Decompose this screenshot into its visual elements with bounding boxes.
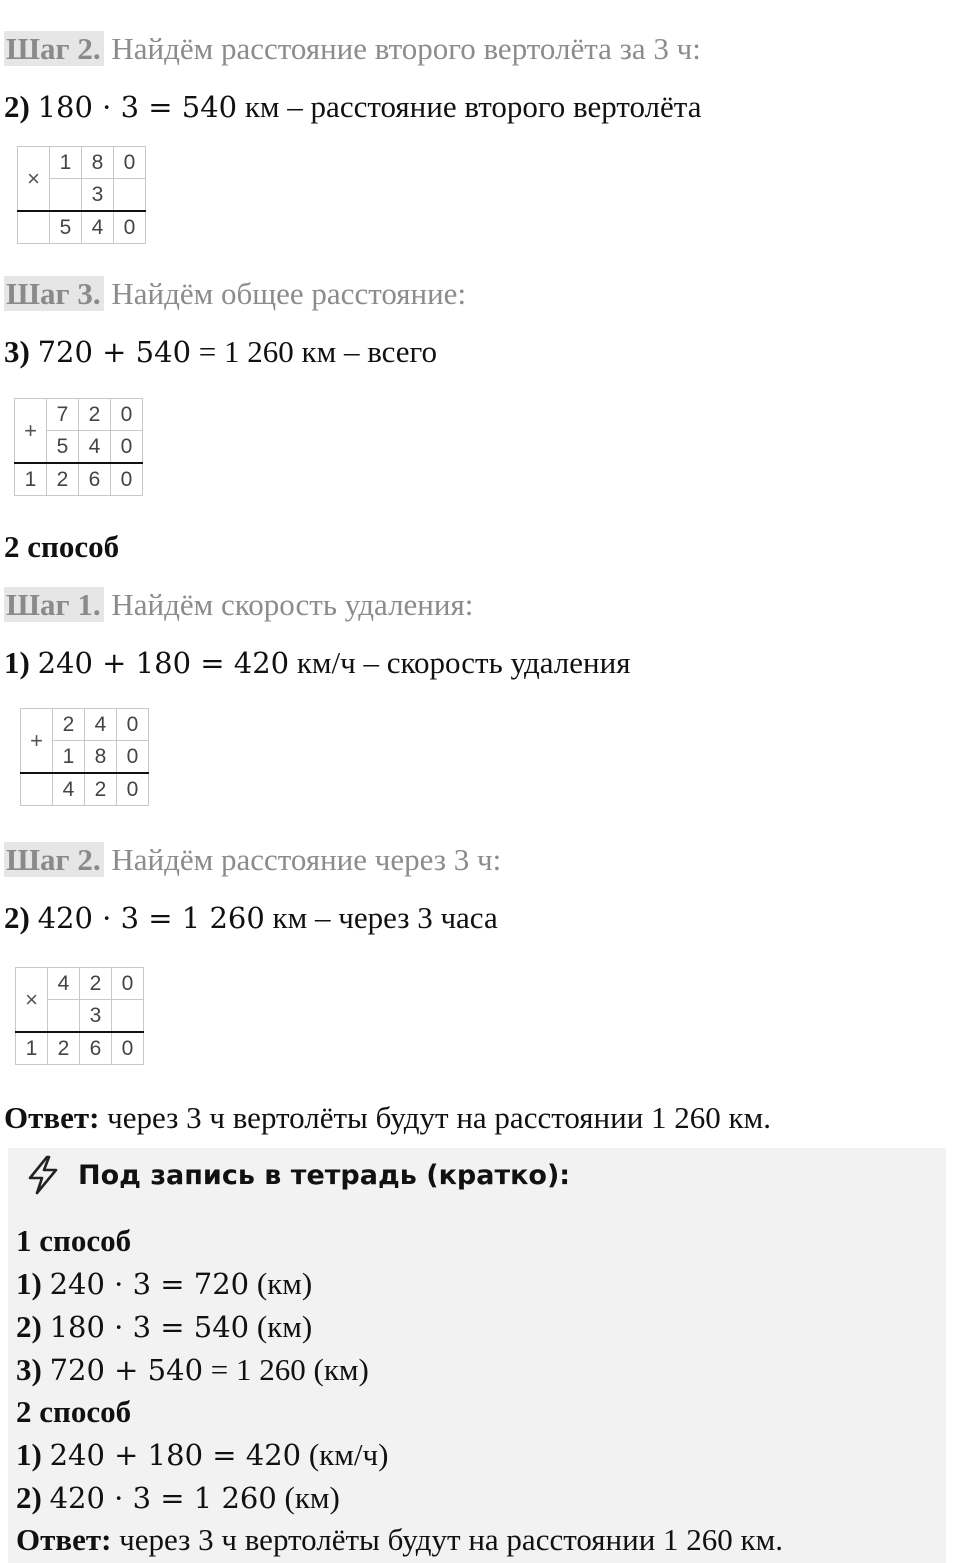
answer-text: через 3 ч вертолёты будут на расстоянии 1 260 км. bbox=[99, 1100, 771, 1135]
addition-grid bbox=[14, 398, 143, 496]
grid-cell: 0 bbox=[112, 968, 144, 1000]
method-2-heading: 2 способ bbox=[4, 529, 120, 564]
grid-cell bbox=[112, 1000, 144, 1033]
grid-cell: 3 bbox=[82, 179, 114, 212]
grid-cell: 2 bbox=[48, 1032, 80, 1065]
equation-line bbox=[4, 898, 498, 938]
note-line bbox=[16, 1308, 312, 1346]
line-unit: (км/ч) bbox=[301, 1437, 389, 1472]
grid-cell: 2 bbox=[53, 709, 85, 741]
line-expression: 240 + 180 = 420 bbox=[49, 1438, 302, 1472]
operator-cell: × bbox=[18, 147, 50, 212]
grid-cell: 4 bbox=[79, 431, 111, 464]
grid-cell: 2 bbox=[85, 773, 117, 806]
grid-cell: 7 bbox=[47, 399, 79, 431]
line-expression: 420 · 3 = 1 260 bbox=[49, 1481, 277, 1515]
method-2-heading: 2 способ bbox=[16, 1394, 132, 1429]
grid-cell: 2 bbox=[79, 399, 111, 431]
step-label: Шаг 2. bbox=[4, 842, 104, 877]
grid-cell: 0 bbox=[111, 431, 143, 464]
step-text: Найдём расстояние второго вертолёта за 3 ч: bbox=[103, 31, 701, 66]
grid-cell: 1 bbox=[50, 147, 82, 179]
step-label: Шаг 3. bbox=[4, 276, 104, 311]
equation-expression: 420 · 3 = 1 260 bbox=[37, 901, 265, 935]
grid-cell bbox=[48, 1000, 80, 1033]
lightning-icon bbox=[22, 1154, 64, 1196]
line-number: 2) bbox=[16, 1480, 42, 1515]
line-expression: 720 + 540 bbox=[49, 1353, 204, 1387]
line-unit: = 1 260 (км) bbox=[203, 1352, 369, 1387]
grid-cell: 2 bbox=[47, 463, 79, 496]
equation-description: км/ч – скорость удаления bbox=[289, 645, 631, 680]
line-number: 1) bbox=[16, 1266, 42, 1301]
grid-cell: 1 bbox=[15, 463, 47, 496]
equation-description: = 1 260 км – всего bbox=[191, 334, 437, 369]
note-title: Под запись в тетрадь (кратко): bbox=[78, 1160, 571, 1191]
equation-expression: 240 + 180 = 420 bbox=[37, 646, 290, 680]
grid-cell: 0 bbox=[117, 773, 149, 806]
step-2-heading bbox=[4, 840, 501, 880]
grid-cell: 8 bbox=[85, 741, 117, 774]
multiplication-grid bbox=[17, 146, 146, 244]
equation-number: 2) bbox=[4, 89, 30, 124]
line-unit: (км) bbox=[249, 1309, 313, 1344]
answer-line bbox=[4, 1098, 771, 1138]
equation-description: км – расстояние второго вертолёта bbox=[237, 89, 702, 124]
grid-cell: 1 bbox=[53, 741, 85, 774]
line-expression: 180 · 3 = 540 bbox=[49, 1310, 250, 1344]
equation-line bbox=[4, 332, 437, 372]
grid-cell: 4 bbox=[48, 968, 80, 1000]
operator-cell: + bbox=[21, 709, 53, 774]
grid-cell: 6 bbox=[79, 463, 111, 496]
grid-cell: 8 bbox=[82, 147, 114, 179]
grid-cell: 0 bbox=[114, 211, 146, 244]
equation-line bbox=[4, 87, 701, 127]
grid-cell: 0 bbox=[111, 399, 143, 431]
equation-description: км – через 3 часа bbox=[264, 900, 498, 935]
grid-cell: 0 bbox=[117, 741, 149, 774]
answer-label: Ответ: bbox=[4, 1100, 100, 1135]
step-2-heading bbox=[4, 29, 701, 69]
note-answer-line bbox=[16, 1521, 783, 1559]
equation-number: 1) bbox=[4, 645, 30, 680]
equation-number: 2) bbox=[4, 900, 30, 935]
grid-cell: 4 bbox=[53, 773, 85, 806]
line-unit: (км) bbox=[249, 1266, 313, 1301]
operator-cell: × bbox=[16, 968, 48, 1033]
grid-cell: 4 bbox=[85, 709, 117, 741]
step-text: Найдём общее расстояние: bbox=[103, 276, 467, 311]
grid-cell bbox=[21, 773, 53, 806]
addition-grid bbox=[20, 708, 149, 806]
step-1-heading bbox=[4, 585, 473, 625]
grid-cell: 0 bbox=[117, 709, 149, 741]
grid-cell: 1 bbox=[16, 1032, 48, 1065]
grid-cell bbox=[114, 179, 146, 212]
multiplication-grid bbox=[15, 967, 144, 1065]
answer-label: Ответ: bbox=[16, 1522, 112, 1557]
grid-cell: 0 bbox=[111, 463, 143, 496]
notebook-summary-box bbox=[8, 1148, 946, 1563]
equation-number: 3) bbox=[4, 334, 30, 369]
grid-cell: 5 bbox=[47, 431, 79, 464]
step-text: Найдём расстояние через 3 ч: bbox=[103, 842, 502, 877]
line-unit: (км) bbox=[276, 1480, 340, 1515]
note-line bbox=[16, 1436, 388, 1474]
equation-expression: 720 + 540 bbox=[37, 335, 192, 369]
equation-line bbox=[4, 643, 630, 683]
grid-cell bbox=[50, 179, 82, 212]
line-number: 1) bbox=[16, 1437, 42, 1472]
grid-cell: 3 bbox=[80, 1000, 112, 1033]
equation-expression: 180 · 3 = 540 bbox=[37, 90, 238, 124]
grid-cell bbox=[18, 211, 50, 244]
grid-cell: 6 bbox=[80, 1032, 112, 1065]
answer-text: через 3 ч вертолёты будут на расстоянии 1 260 км. bbox=[111, 1522, 783, 1557]
line-expression: 240 · 3 = 720 bbox=[49, 1267, 250, 1301]
grid-cell: 4 bbox=[82, 211, 114, 244]
grid-cell: 5 bbox=[50, 211, 82, 244]
operator-cell: + bbox=[15, 399, 47, 464]
grid-cell: 0 bbox=[112, 1032, 144, 1065]
step-label: Шаг 1. bbox=[4, 587, 104, 622]
line-number: 2) bbox=[16, 1309, 42, 1344]
step-label: Шаг 2. bbox=[4, 31, 104, 66]
method-1-heading: 1 способ bbox=[16, 1223, 132, 1258]
line-number: 3) bbox=[16, 1352, 42, 1387]
grid-cell: 0 bbox=[114, 147, 146, 179]
step-text: Найдём скорость удаления: bbox=[103, 587, 474, 622]
note-line bbox=[16, 1479, 340, 1517]
note-line bbox=[16, 1265, 312, 1303]
note-line bbox=[16, 1351, 369, 1389]
grid-cell: 2 bbox=[80, 968, 112, 1000]
step-3-heading bbox=[4, 274, 466, 314]
